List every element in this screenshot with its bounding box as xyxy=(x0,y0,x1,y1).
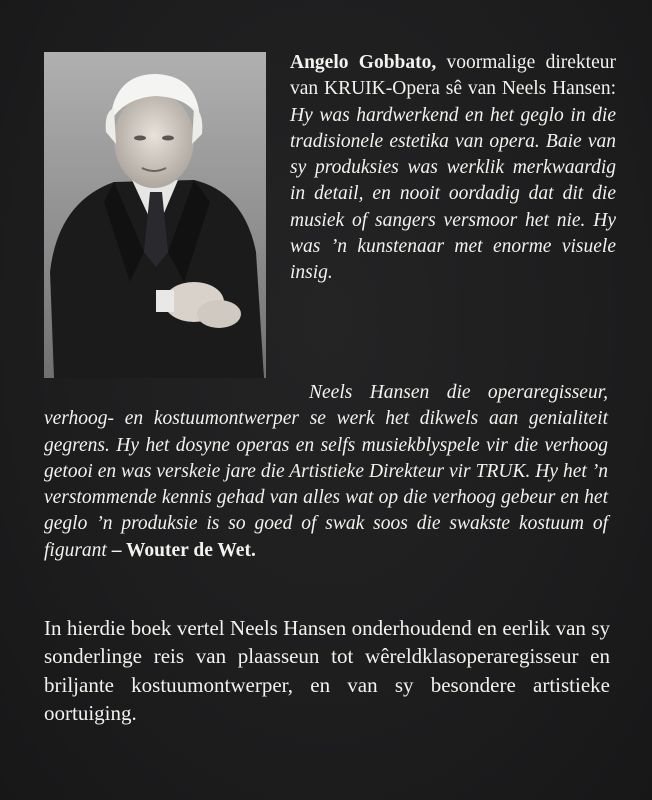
author-portrait-photo xyxy=(44,52,266,378)
quote-text: Hy was hardwerkend en het geglo in die tradisionele estetika van opera. Baie van sy produksies was werklik merkwaardig in detail, en nooit oordadig dat dit die musiek of sangers versmoor het nie. Hy was ’n kunstenaar met enorme visuele insig. xyxy=(290,104,616,284)
book-blurb: In hierdie boek vertel Neels Hansen onderhoudend en eerlik van sy sonderlinge reis van plaasseun tot wêreldklasoperaregisseur en briljante kostuumontwerper, en van sy besondere artistieke oortuiging. xyxy=(44,616,610,726)
de-wet-quote-paragraph xyxy=(44,380,608,564)
quote-speaker-intro: voormalige direkteur van KRUIK-Opera sê van Neels Hansen: xyxy=(290,52,616,100)
quote-author-name: Wouter de Wet. xyxy=(126,539,256,561)
quote-speaker-name: Angelo Gobbato, xyxy=(290,52,437,73)
de-wet-quote xyxy=(44,380,608,564)
de-wet-quote-text: Neels Hansen die operaregisseur, verhoog- en kostuumontwerper se werk het dikwels aan genialiteit gegrens. Hy het dosyne operas en selfs musiekblyspele vir die verhoog getooi en was verskeie jare die Artistieke Direkteur vir TRUK. Hy het ’n verstommende kennis gehad van alles wat op die verhoog gebeur en het geglo ’n produksie is so goed of swak soos die swakste kostuum of figurant xyxy=(44,382,608,561)
quote-dash: – xyxy=(106,539,126,561)
gobbato-quote xyxy=(290,50,616,287)
portrait-illustration xyxy=(44,52,266,378)
